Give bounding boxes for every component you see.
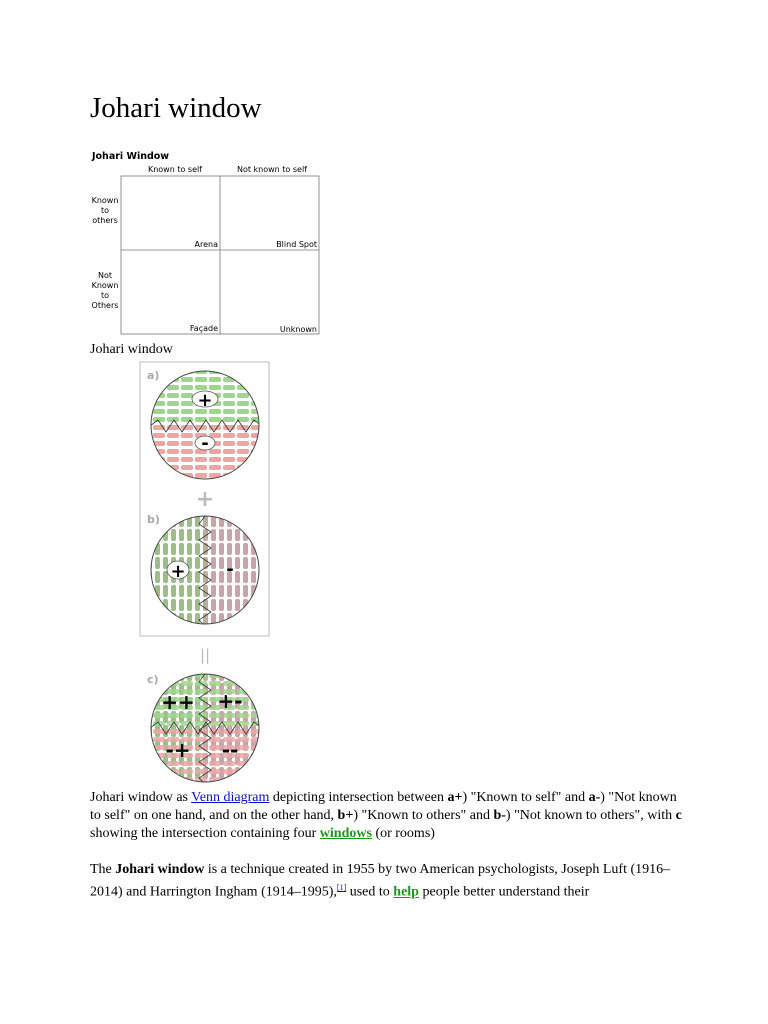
venn-circle-a <box>148 368 263 486</box>
row-label-notknown-2: Known <box>91 281 119 290</box>
venn-circle-b <box>148 512 263 630</box>
venn-c-minus-plus: -+ <box>165 738 191 762</box>
intro-paragraph: The Johari window is a technique created in 1955 by two American psychologists, Joseph Luft (1916–2014) and Harrington Ingham (1914–1995),[1] used to help people better understand their <box>90 862 671 900</box>
row-label-notknown-1: Not <box>97 271 113 280</box>
venn-label-b: b) <box>147 513 160 526</box>
venn-equals-separator: || <box>199 646 211 664</box>
venn-caption: Johari window as Venn diagram depicting intersection between a+) "Known to self" and a-) "Not known to self" on one hand, and on the other hand, b+) "Known to others" and b-) "Not known to others", with c showing the intersection containing four windows (or rooms) <box>90 790 682 841</box>
venn-a-minus: - <box>201 433 209 454</box>
venn-b-minus: - <box>226 559 234 580</box>
venn-c-plus-plus: ++ <box>161 690 195 714</box>
col-not-known-to-self: Not known to self <box>236 165 308 174</box>
venn-a-plus: + <box>197 390 213 411</box>
quadrant-arena: Arena <box>194 240 218 249</box>
johari-window-term: Johari window <box>115 862 205 877</box>
venn-diagram-figure <box>138 360 272 790</box>
johari-window-grid <box>90 148 325 338</box>
venn-c-minus-minus: -- <box>221 738 239 762</box>
row-label-known-1: Known <box>91 196 119 205</box>
venn-label-a: a) <box>147 369 160 382</box>
row-label-known-2: to <box>100 206 110 215</box>
help-link[interactable]: help <box>393 884 419 900</box>
venn-label-c: c) <box>147 673 159 686</box>
quadrant-unknown: Unknown <box>279 325 317 334</box>
figure-caption-1: Johari window <box>90 342 173 357</box>
quadrant-facade: Façade <box>189 324 218 333</box>
col-known-to-self: Known to self <box>147 165 203 174</box>
venn-b-plus: + <box>170 561 186 582</box>
row-label-notknown-4: Others <box>91 301 119 310</box>
row-label-known-3: others <box>92 216 118 225</box>
row-label-notknown-3: to <box>100 291 110 300</box>
venn-c-plus-minus: +- <box>217 689 243 713</box>
venn-plus-separator: + <box>195 487 215 512</box>
windows-link[interactable]: windows <box>319 826 372 841</box>
grid-header: Johari Window <box>92 151 170 162</box>
reference-link-1[interactable]: [1] <box>336 883 347 892</box>
quadrant-blind-spot: Blind Spot <box>276 240 317 249</box>
page-title: Johari window <box>90 92 262 124</box>
venn-diagram-link[interactable]: Venn diagram <box>191 790 270 805</box>
